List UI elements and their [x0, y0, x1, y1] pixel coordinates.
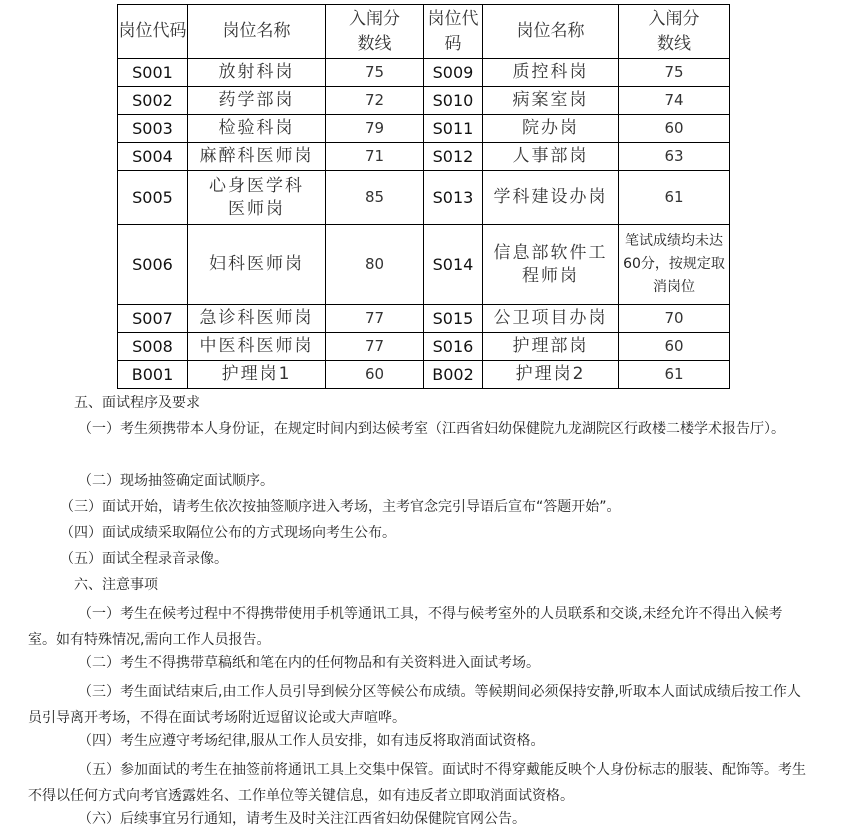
notice-item: （五）参加面试的考生在抽签前将通讯工具上交集中保管。面试时不得穿戴能反映个人身份标志的服装、配饰等。考生不得以任何方式向考官透露姓名、工作单位等关键信息，如有违反者立即取消面试资格。: [28, 762, 806, 804]
position-code: S010: [424, 87, 483, 115]
table-row: [118, 333, 730, 361]
position-code: S009: [424, 59, 483, 87]
header-code: 岗位代码: [118, 5, 188, 59]
position-name: 妇科医师岗: [188, 225, 326, 305]
table-row: [118, 143, 730, 171]
cutoff-score: 60: [326, 361, 424, 389]
position-code: S016: [424, 333, 483, 361]
header-name: 岗位名称: [188, 5, 326, 59]
table-row: [118, 59, 730, 87]
header-score: 入闱分数线: [326, 5, 424, 59]
position-code: B001: [118, 361, 188, 389]
table-row: [118, 115, 730, 143]
position-code: S002: [118, 87, 188, 115]
cutoff-score: 77: [326, 333, 424, 361]
cutoff-score: 61: [619, 171, 730, 225]
cutoff-score: 61: [619, 361, 730, 389]
cutoff-score: 79: [326, 115, 424, 143]
table-row: [118, 171, 730, 225]
position-name: 心身医学科医师岗: [188, 171, 326, 225]
cutoff-score: 71: [326, 143, 424, 171]
position-name: 学科建设办岗: [483, 171, 619, 225]
position-name: 信息部软件工程师岗: [483, 225, 619, 305]
position-name: 护理部岗: [483, 333, 619, 361]
header-code: 岗位代码: [424, 5, 483, 59]
table-row: [118, 361, 730, 389]
position-code: S007: [118, 305, 188, 333]
cancellation-note: 笔试成绩均未达60分，按规定取消岗位: [619, 225, 730, 305]
header-score: 入闱分数线: [619, 5, 730, 59]
position-name: 公卫项目办岗: [483, 305, 619, 333]
position-name: 中医科医师岗: [188, 333, 326, 361]
header-name: 岗位名称: [483, 5, 619, 59]
position-code: B002: [424, 361, 483, 389]
notice-item: （三）考生面试结束后,由工作人员引导到候分区等候公布成绩。等候期间必须保持安静,听取本人面试成绩后按工作人员引导离开考场，不得在面试考场附近逗留议论或大声喧哗。: [28, 684, 801, 726]
procedure-item: （二）现场抽签确定面试顺序。: [78, 473, 274, 489]
cutoff-score: 72: [326, 87, 424, 115]
position-name: 急诊科医师岗: [188, 305, 326, 333]
position-name: 麻醉科医师岗: [188, 143, 326, 171]
cutoff-score: 74: [619, 87, 730, 115]
notice-item: （一）考生在候考过程中不得携带使用手机等通讯工具，不得与候考室外的人员联系和交谈,未经允许不得出入候考室。如有特殊情况,需向工作人员报告。: [28, 606, 783, 648]
position-name: 放射科岗: [188, 59, 326, 87]
position-code: S003: [118, 115, 188, 143]
procedure-item: （一）考生须携带本人身份证，在规定时间内到达候考室（江西省妇幼保健院九龙湖院区行政楼二楼学术报告厅）。: [78, 421, 785, 437]
table-row: [118, 225, 730, 305]
score-table: [117, 4, 730, 389]
position-name: 病案室岗: [483, 87, 619, 115]
cutoff-score: 63: [619, 143, 730, 171]
cutoff-score: 75: [619, 59, 730, 87]
cutoff-score: 70: [619, 305, 730, 333]
position-name: 护理岗1: [188, 361, 326, 389]
cutoff-score: 80: [326, 225, 424, 305]
notice-item: （四）考生应遵守考场纪律,服从工作人员安排，如有违反将取消面试资格。: [78, 733, 545, 749]
table-header-row: [118, 5, 730, 59]
position-name: 药学部岗: [188, 87, 326, 115]
notice-item: （二）考生不得携带草稿纸和笔在内的任何物品和有关资料进入面试考场。: [78, 655, 540, 671]
table-row: [118, 305, 730, 333]
position-name: 人事部岗: [483, 143, 619, 171]
position-code: S012: [424, 143, 483, 171]
cutoff-score: 60: [619, 115, 730, 143]
procedure-item: （五）面试全程录音录像。: [60, 551, 228, 567]
position-code: S008: [118, 333, 188, 361]
position-code: S014: [424, 225, 483, 305]
position-code: S006: [118, 225, 188, 305]
position-name: 院办岗: [483, 115, 619, 143]
cutoff-score: 60: [619, 333, 730, 361]
section-heading-notes: 六、注意事项: [74, 577, 158, 593]
notice-item: （六）后续事宜另行通知，请考生及时关注江西省妇幼保健院官网公告。: [78, 811, 526, 827]
position-code: S001: [118, 59, 188, 87]
cutoff-score: 85: [326, 171, 424, 225]
section-heading-interview-procedure: 五、面试程序及要求: [74, 395, 200, 411]
position-name: 检验科岗: [188, 115, 326, 143]
cutoff-score: 75: [326, 59, 424, 87]
procedure-item: （三）面试开始，请考生依次按抽签顺序进入考场，主考官念完引导语后宣布“答题开始”。: [60, 499, 621, 515]
cutoff-score: 77: [326, 305, 424, 333]
position-code: S011: [424, 115, 483, 143]
position-code: S013: [424, 171, 483, 225]
procedure-item: （四）面试成绩采取隔位公布的方式现场向考生公布。: [60, 525, 396, 541]
position-code: S015: [424, 305, 483, 333]
position-name: 护理岗2: [483, 361, 619, 389]
position-code: S005: [118, 171, 188, 225]
position-code: S004: [118, 143, 188, 171]
position-name: 质控科岗: [483, 59, 619, 87]
table-row: [118, 87, 730, 115]
